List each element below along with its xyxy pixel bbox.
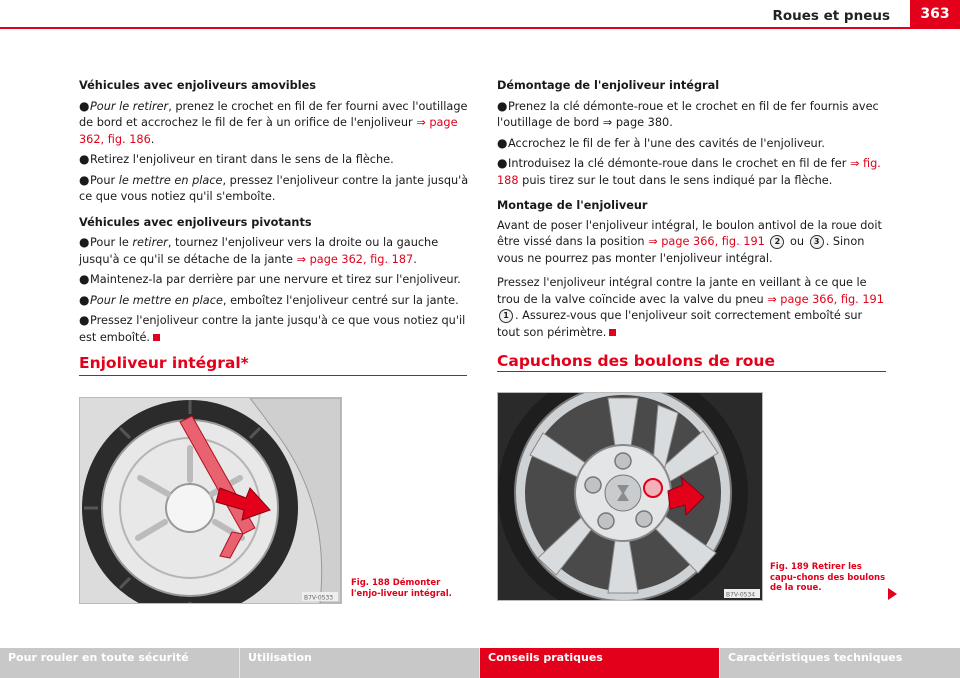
bullet-take-wrench: ●Prenez la clé démonte-roue et le crochet en fil de fer fournis avec l'outillage de bord ⇒ page 380. bbox=[497, 98, 879, 129]
wheel-cover-removal-illustration bbox=[80, 398, 341, 603]
section-title-full-cover: Enjoliveur intégral* bbox=[79, 354, 249, 372]
figure-188-image bbox=[79, 397, 342, 604]
link-page-362-fig-186[interactable]: ⇒ page 362, fig. 186 bbox=[79, 116, 458, 146]
figure-code-188: B7V-0533 bbox=[304, 594, 334, 602]
paragraph-press-cover: Pressez l'enjoliveur intégral contre la jante en veillant à ce que le trou de la valve coïncide avec la valve du pneu ⇒ page 366, fig. 191 1 . Assurez-vous que l'enjoliveur soit correctement emboîté sur tout son périmètre. bbox=[497, 276, 884, 339]
badge-2: 2 bbox=[770, 235, 784, 249]
section-title-bolt-caps: Capuchons des boulons de roue bbox=[497, 352, 775, 370]
paragraph-antitheft-bolt: Avant de poser l'enjoliveur intégral, le boulon antivol de la roue doit être vissé dans la position ⇒ page 366, fig. 191 2 ou 3 . Sinon vous ne pourrez pas monter l'enjoliveur intégral. bbox=[497, 218, 882, 265]
bullet-insert-wrench: ●Introduisez la clé démonte-roue dans le crochet en fil de fer ⇒ fig. 188 puis tirez sur le tout dans le sens indiqué par la flèche. bbox=[497, 156, 881, 187]
heading-removable-covers: Véhicules avec enjoliveurs amovibles bbox=[79, 79, 317, 92]
left-column-text bbox=[79, 78, 469, 349]
figure-188-caption: Fig. 188 Démonter l'enjo-liveur intégral. bbox=[351, 578, 452, 599]
right-column-text bbox=[497, 78, 887, 344]
badge-1: 1 bbox=[499, 309, 513, 323]
bullet-remove-instruction: ●Pour le retirer, prenez le crochet en fil de fer fourni avec l'outillage de bord et accrochez le fil de fer à un orifice de l'enjoliveur ⇒ page 362, fig. 186. bbox=[79, 98, 468, 146]
section-rule-right bbox=[497, 371, 886, 372]
footer-nav bbox=[0, 648, 960, 678]
page-number: 363 bbox=[910, 0, 960, 28]
figure-code-189: B7V-0534 bbox=[726, 591, 756, 599]
header-rule bbox=[0, 27, 960, 29]
figure-189-caption: Fig. 189 Retirer les capu-chons des boulons de la roue. bbox=[770, 562, 886, 593]
bullet-pull-arrow: ●Retirez l'enjoliveur en tirant dans le sens de la flèche. bbox=[79, 152, 394, 166]
tab-technical-data[interactable]: Caractéristiques techniques bbox=[728, 651, 903, 664]
end-of-section-marker bbox=[153, 334, 160, 341]
figure-189-image bbox=[497, 392, 763, 601]
page-header-title: Roues et pneus bbox=[772, 8, 890, 24]
heading-mount-cover: Montage de l'enjoliveur bbox=[497, 199, 648, 212]
bullet-hook-wire: ●Accrochez le fil de fer à l'une des cavités de l'enjoliveur. bbox=[497, 135, 825, 150]
tab-practical-tips[interactable]: Conseils pratiques bbox=[480, 648, 720, 678]
bullet-fit-cover: ●Pour le mettre en place, pressez l'enjoliveur contre la jante jusqu'à ce que vous notiez qu'il s'emboîte. bbox=[79, 172, 469, 203]
heading-dismount-full-cover: Démontage de l'enjoliveur intégral bbox=[497, 79, 720, 92]
next-page-arrow-icon[interactable] bbox=[888, 588, 897, 600]
heading-pivoting-covers: Véhicules avec enjoliveurs pivotants bbox=[79, 215, 312, 229]
end-of-section-marker bbox=[609, 329, 616, 336]
section-rule-left bbox=[79, 375, 467, 376]
wheel-bolt-caps-illustration bbox=[498, 393, 762, 600]
link-page-366-fig-191-a[interactable]: ⇒ page 366, fig. 191 bbox=[648, 235, 765, 248]
badge-3: 3 bbox=[810, 235, 824, 249]
bullet-rotate-cover: ●Pour le retirer, tournez l'enjoliveur vers la droite ou la gauche jusqu'à ce qu'il se détache de la jante ⇒ page 362, fig. 187. bbox=[79, 235, 439, 266]
tab-operation[interactable]: Utilisation bbox=[240, 648, 480, 678]
tab-safety[interactable]: Pour rouler en toute sécurité bbox=[0, 648, 240, 678]
bullet-center-cover: ●Pour le mettre en place, emboîtez l'enjoliveur centré sur la jante. bbox=[79, 292, 459, 307]
link-page-366-fig-191-b[interactable]: ⇒ page 366, fig. 191 bbox=[767, 292, 884, 306]
bullet-press-cover: ●Pressez l'enjoliveur contre la jante jusqu'à ce que vous notiez qu'il est emboîté. bbox=[79, 313, 466, 344]
link-page-362-fig-187[interactable]: ⇒ page 362, fig. 187 bbox=[296, 252, 414, 266]
bullet-hold-rib: ●Maintenez-la par derrière par une nervure et tirez sur l'enjoliveur. bbox=[79, 272, 461, 286]
link-fig-188[interactable]: ⇒ fig. 188 bbox=[497, 157, 881, 187]
